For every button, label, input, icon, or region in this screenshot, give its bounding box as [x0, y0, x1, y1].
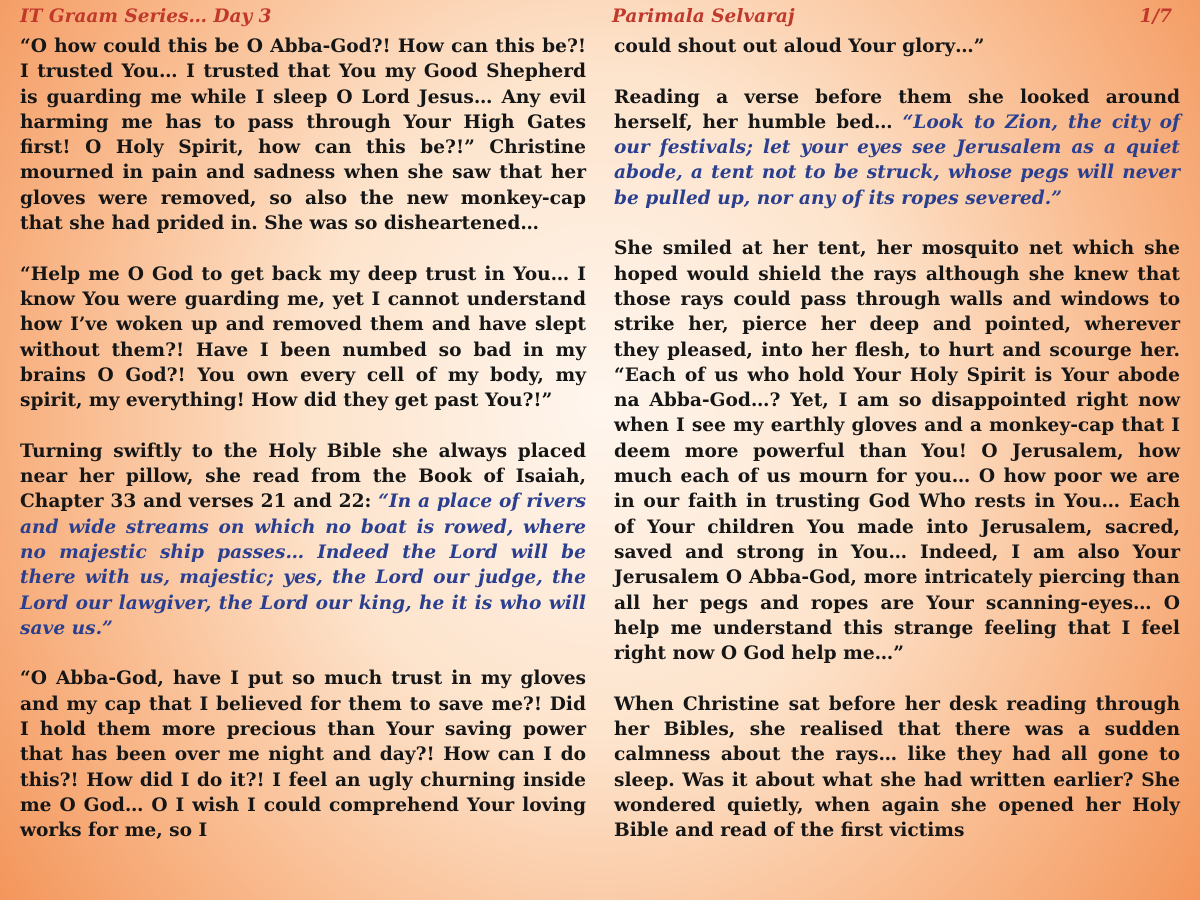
paragraph: She smiled at her tent, her mosquito net which she hoped would shield the rays although she knew that those rays could pass through walls and windows to strike her, pierce her deep and pointed, wherever they pleased, into her flesh, to hurt and scourge her. “Each of us who hold Your Holy Spirit is Your abode na Abba-God…? Yet, I am so disappointed right now when I see my earthly gloves and a monkey-cap that I deem more powerful than You! O Jerusalem, how much each of us mourn for you… O how poor we are in our faith in trusting God Who rests in You… Each of Your children You made into Jerusalem, sacred, saved and strong in You… Indeed, I am also Your Jerusalem O Abba-God, more intricately piercing than all her pegs and ropes are Your scanning-eyes… O help me understand this strange feeling that I feel right now O God help me…”: [614, 238, 1180, 665]
paragraph-text: Turning swiftly to the Holy Bible she always placed near her pillow, she read from the Book of Isaiah, Chapter 33 and verses 21 and 22:: [20, 440, 586, 513]
page-number: 1/7: [1139, 6, 1172, 27]
scripture-quote: “Look to Zion, the city of our festivals; let your eyes see Jerusalem as a quiet abode, a tent not to be struck, whose pegs will never be pulled up, nor any of its ropes severed.”: [614, 111, 1180, 209]
right-column: [614, 34, 1180, 844]
paragraph: “Help me O God to get back my deep trust in You… I know You were guarding me, yet I cannot understand how I’ve woken up and removed them and have slept without them?! Have I been numbed so bad in my brains O God?! You own every cell of my body, my spirit, my everything! How did they get past You?!”: [20, 263, 586, 412]
paragraph: [20, 439, 586, 641]
paragraph: could shout out aloud Your glory…”: [614, 36, 985, 57]
paragraph: “O how could this be O Abba-God?! How can this be?! I trusted You… I trusted that You my Good Shepherd is guarding me while I sleep O Lord Jesus… Any evil harming me has to pass through Your High Gates first! O Holy Spirit, how can this be?!” Christine mourned in pain and sadness when she saw that her gloves were removed, so also the new monkey-cap that she had prided in. She was so disheartened…: [20, 36, 586, 235]
paragraph: [614, 85, 1180, 211]
author-name: Parimala Selvaraj: [612, 6, 795, 27]
scripture-quote: “In a place of rivers and wide streams on which no boat is rowed, where no majestic ship passes… Indeed the Lord will be there with us, majestic; yes, the Lord our judge, the Lord our lawgiver, the Lord our king, he it is who will save us.”: [20, 491, 586, 639]
series-title: IT Graam Series… Day 3: [20, 6, 272, 27]
paragraph-text: Reading a verse before them she looked around herself, her humble bed…: [614, 86, 1180, 133]
left-column: [20, 34, 586, 844]
paragraph: “O Abba-God, have I put so much trust in my gloves and my cap that I believed for them to save me?! Did I hold them more precious than Your saving power that has been over me night and day?! How can I do this?! How did I do it?! I feel an ugly churning inside me O God… O I wish I could comprehend Your loving works for me, so I: [20, 668, 586, 842]
paragraph: When Christine sat before her desk reading through her Bibles, she realised that there was a sudden calmness about the rays… like they had all gone to sleep. Was it about what she had written earlier? She wondered quietly, when again she opened her Holy Bible and read of the first victims: [614, 693, 1180, 842]
